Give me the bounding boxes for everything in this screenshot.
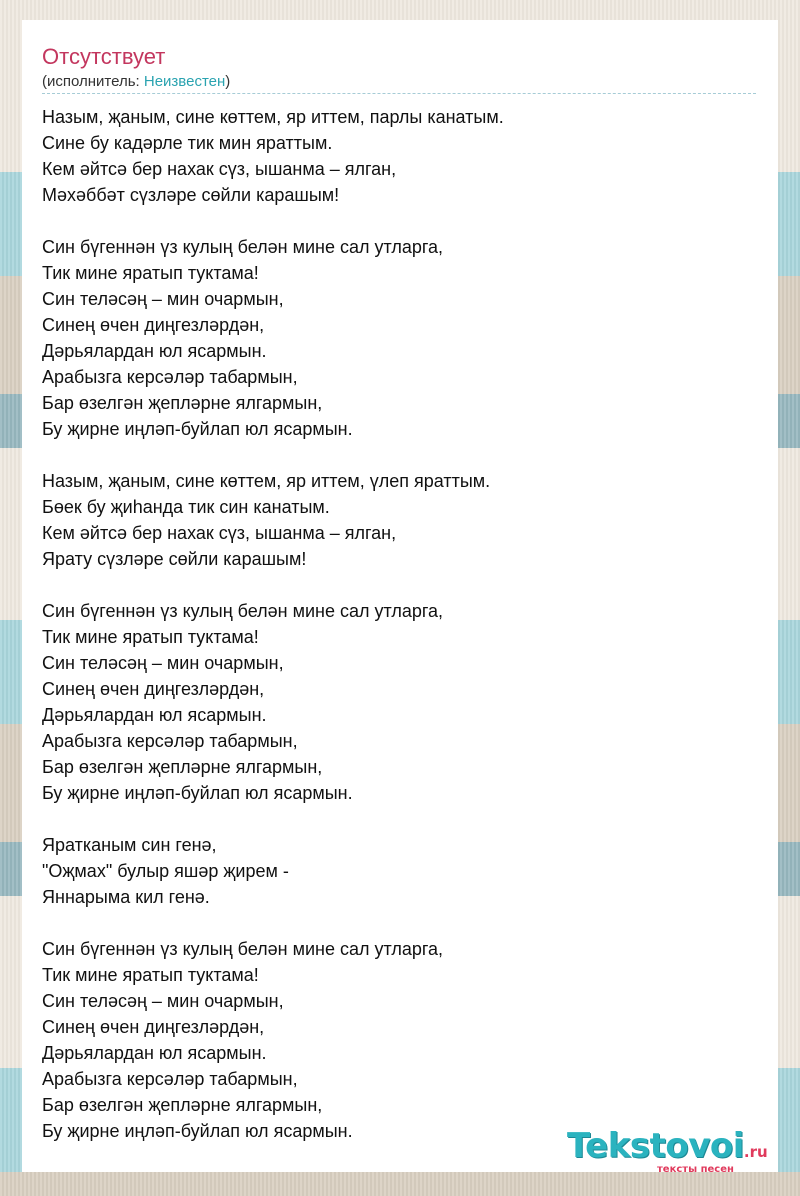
artist-suffix: )	[225, 73, 231, 90]
lyric-line: "Оҗмах" булыр яшәр җирем -	[42, 861, 289, 881]
lyric-line: Бар өзелгән җепләрне ялгармын,	[42, 1095, 323, 1115]
lyric-line: Кем әйтсә бер нахак сүз, ышанма – ялган,	[42, 523, 397, 543]
lyrics-card	[22, 20, 778, 1172]
lyric-line: Назым, җаным, сине көттем, яр иттем, үлеп яраттым.	[42, 471, 491, 491]
logo-wordmark: Tekstovoi	[567, 1126, 744, 1166]
lyric-line: Бар өзелгән җепләрне ялгармын,	[42, 393, 323, 413]
stanza	[42, 468, 504, 572]
lyric-line: Тик мине яратып туктама!	[42, 627, 259, 647]
lyric-line: Яннарыма кил генә.	[42, 887, 210, 907]
lyric-line: Синең өчен диңгезләрдән,	[42, 315, 265, 335]
title-divider	[42, 93, 756, 94]
site-logo[interactable]	[567, 1126, 768, 1175]
lyric-line: Син бүгеннән үз кулың белән мине сал утларга,	[42, 237, 444, 257]
lyric-line: Яратканым син генә,	[42, 835, 217, 855]
artist-link[interactable]: Неизвестен	[143, 73, 226, 90]
lyric-line: Синең өчен диңгезләрдән,	[42, 679, 265, 699]
lyric-line: Син бүгеннән үз кулың белән мине сал утларга,	[42, 939, 444, 959]
lyric-line: Синең өчен диңгезләрдән,	[42, 1017, 265, 1037]
lyric-line: Мәхәббәт сүзләре сөйли карашым!	[42, 185, 340, 205]
stanza	[42, 936, 504, 1144]
stanza	[42, 832, 504, 910]
logo-tld: .ru	[743, 1143, 768, 1161]
lyric-line: Арабызга керсәләр табармын,	[42, 1069, 298, 1089]
lyric-line: Тик мине яратып туктама!	[42, 965, 259, 985]
lyric-line: Дәрьялардан юл ясармын.	[42, 341, 267, 361]
artist-prefix: (исполнитель:	[42, 73, 144, 90]
lyric-line: Кем әйтсә бер нахак сүз, ышанма – ялган,	[42, 159, 397, 179]
stanza	[42, 598, 504, 806]
lyric-line: Дәрьялардан юл ясармын.	[42, 705, 267, 725]
lyric-line: Ярату сүзләре сөйли карашым!	[42, 549, 307, 569]
lyrics-body	[42, 104, 504, 1170]
lyric-line: Син теләсәң – мин очармын,	[42, 991, 284, 1011]
lyric-line: Бу җирне иңләп-буйлап юл ясармын.	[42, 1121, 353, 1141]
lyric-line: Син теләсәң – мин очармын,	[42, 653, 284, 673]
lyric-line: Син теләсәң – мин очармын,	[42, 289, 284, 309]
lyric-line: Бу җирне иңләп-буйлап юл ясармын.	[42, 419, 353, 439]
lyric-line: Сине бу кадәрле тик мин яраттым.	[42, 133, 333, 153]
stanza	[42, 234, 504, 442]
lyric-line: Тик мине яратып туктама!	[42, 263, 259, 283]
lyric-line: Дәрьялардан юл ясармын.	[42, 1043, 267, 1063]
lyric-line: Арабызга керсәләр табармын,	[42, 367, 298, 387]
lyric-line: Назым, җаным, сине көттем, яр иттем, парлы канатым.	[42, 107, 504, 127]
song-title: Отсутствует	[42, 44, 166, 69]
artist-line	[42, 73, 230, 90]
stanza	[42, 104, 504, 208]
lyric-line: Бу җирне иңләп-буйлап юл ясармын.	[42, 783, 353, 803]
lyric-line: Бар өзелгән җепләрне ялгармын,	[42, 757, 323, 777]
logo-tagline: тексты песен	[657, 1164, 734, 1175]
lyric-line: Син бүгеннән үз кулың белән мине сал утларга,	[42, 601, 444, 621]
lyric-line: Бөек бу җиһанда тик син канатым.	[42, 497, 330, 517]
lyric-line: Арабызга керсәләр табармын,	[42, 731, 298, 751]
